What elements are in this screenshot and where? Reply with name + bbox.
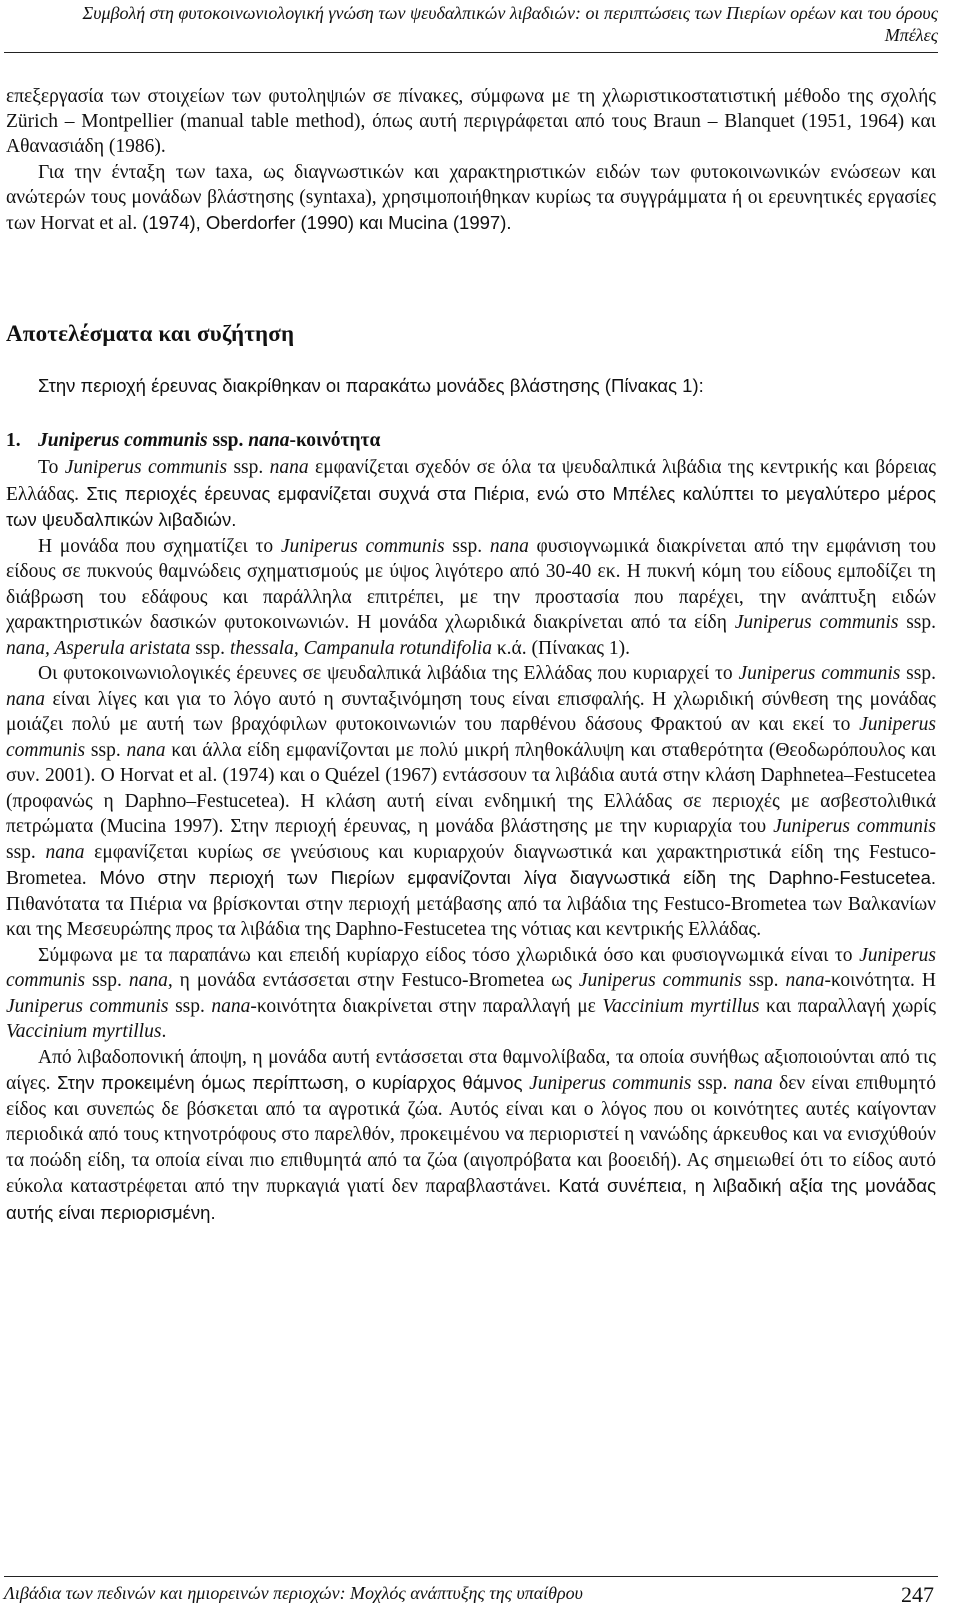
- results-paragraph-2: Η μονάδα που σχηματίζει το Juniperus communis ssp. nana φυσιογνωμικά διακρίνεται από την εμφάνιση του είδους σε πυκνούς θαμνώδεις σχηματισμούς με ύψος λιγότερο από 30-40 εκ. Η πυκνή κόμη του είδους εμποδίζει τη διάβρωση του εδάφους και παράλληλα επιτρέπει, με την προστασία που παρέχει, την ανάπτυξη ειδών χαρακτηριστικών δασικών φυτοκοινωνιών. Η μονάδα χλωριδικά διακρίνεται από τα είδη Juniperus communis ssp. nana, Asperula aristata ssp. thessala, Campanula rotundifolia κ.ά. (Πίνακας 1).: [6, 535, 936, 659]
- page-number: 247: [901, 1582, 934, 1607]
- header-divider: [4, 52, 938, 53]
- section-heading: Αποτελέσματα και συζήτηση: [6, 321, 295, 346]
- results-paragraph-5: Από λιβαδοπονική άποψη, η μονάδα αυτή εντάσσεται στα θαμνολίβαδα, τα οποία συνήθως αξιοποιούνται από τις αίγες. Στην προκειμένη όμως περίπτωση, ο κυρίαρχος θάμνος Juniperus communis ssp. nana δεν είναι επιθυμητό είδος και συνεπώς δε βόσκεται από τα αγροτικά ζώα. Αυτός είναι και ο λόγος που οι κοινότητες αυτές καίγονταν περιοδικά από τους κτηνοτρόφους στο παρελθόν, προκειμένου να περιοριστεί η νανώδης άρκευθος και να ενισχύθούν τα ποώδη είδη, τα οποία είναι πιο επιθυμητά από τα ζώα (αιγοπρόβατα και βοοειδή). Ας σημειωθεί ότι το είδος αυτό εύκολα καταστρέφεται από την πυρκαγιά γιατί δεν παραβλαστάνει. Κατά συνέπεια, η λιβαδική αξία της μονάδας αυτής είναι περιορισμένη.: [6, 1046, 937, 1223]
- results-text: [6, 455, 936, 1226]
- running-header: Συμβολή στη φυτοκοινωνιολογική γνώση των ψευδαλπικών λιβαδιών: οι περιπτώσεις των Πιερίων ορέων και του όρους Μπέλες: [82, 3, 938, 45]
- unit-1-number: 1.: [6, 430, 21, 451]
- methods-paragraph-1: επεξεργασία των στοιχείων των φυτοληψιών σε πίνακες, σύμφωνα με τη χλωριστικοστατιστική μέθοδο της σχολής Zürich – Montpellier (manual table method), όπως αυτή περιγράφεται από τους Braun – Blanquet (1951, 1964) και Αθανασιάδη (1986).: [6, 86, 936, 158]
- results-paragraph-4: Σύμφωνα με τα παραπάνω και επειδή κυρίαρχο είδος τόσο χλωριδικά όσο και φυσιογνωμικά είναι το Juniperus communis ssp. nana, η μονάδα εντάσσεται στην Festuco-Brometea ως Juniperus communis ssp. nana-κοινότητα. Η Juniperus communis ssp. nana-κοινότητα διακρίνεται στην παραλλαγή με Vaccinium myrtillus και παραλλαγή χωρίς Vaccinium myrtillus.: [6, 944, 936, 1042]
- methods-paragraph-2: Για την ένταξη των taxa, ως διαγνωστικών και χαρακτηριστικών ειδών των φυτοκοινωνικών ενώσεων και ανώτερών τους μονάδων βλάστησης (syntaxa), χρησιμοποιήθηκαν κυρίως τα συγγράμματα ή οι ερευνητικές εργασίες των Horvat et al. (1974), Oberdorfer (1990) και Mucina (1997).: [6, 161, 936, 235]
- unit-1-heading: 1. Juniperus communis ssp. nana-κοινότητα: [6, 430, 381, 451]
- methods-text: [6, 84, 936, 236]
- footer-divider: [4, 1576, 938, 1577]
- results-paragraph-1: Το Juniperus communis ssp. nana εμφανίζεται σχεδόν σε όλα τα ψευδαλπικά λιβάδια της κεντρικής και βόρειας Ελλάδας. Στις περιοχές έρευνας εμφανίζεται συχνά στα Πιέρια, ενώ στο Μπέλες καλύπτει το μεγαλύτερο μέρος των ψευδαλπικών λιβαδιών.: [6, 457, 936, 530]
- running-footer: Λιβάδια των πεδινών και ημιορεινών περιοχών: Μοχλός ανάπτυξης της υπαίθρου: [4, 1583, 583, 1603]
- results-paragraph-3: Οι φυτοκοινωνιολογικές έρευνες σε ψευδαλπικά λιβάδια της Ελλάδας που κυριαρχεί το Juniperus communis ssp. nana είναι λίγες και για το λόγο αυτό η συνταξινόμηση τους είναι επισφαλής. Η χλωριδική σύνθεση της μονάδας μοιάζει πολύ με αυτή των βραχόφιλων φυτοκοινωνιών του παρθένου δάσους Φρακτού αν και εκεί το Juniperus communis ssp. nana και άλλα είδη εμφανίζονται με πολύ μικρή πληθοκάλυψη και σταθερότητα (Θεοδωρόπουλος και συν. 2001). Ο Horvat et al. (1974) και ο Quézel (1967) εντάσσουν τα λιβάδια αυτά στην κλάση Daphnetea–Festucetea (προφανώς η Daphno–Festucetea). Η κλάση αυτή είναι ενδημική της Ελλάδας σε περιοχές με ασβεστολιθικά πετρώματα (Mucina 1997). Στην περιοχή έρευνας, η μονάδα βλάστησης με την κυριαρχία του Juniperus communis ssp. nana εμφανίζεται κυρίως σε γνεύσιους και κυριαρχούν διαγνωστικά και χαρακτηριστικά είδη της Festuco-Brometea. Μόνο στην περιοχή των Πιερίων εμφανίζονται λίγα διαγνωστικά είδη της Daphno-Festucetea. Πιθανότατα τα Πιέρια να βρίσκονται στην περιοχή μετάβασης από τα λιβάδια της Festuco-Brometea των Βαλκανίων και της Μεσευρώπης προς τα λιβάδια της Daphno-Festucetea της νότιας και κεντρικής Ελλάδας.: [6, 663, 937, 940]
- section-intro-line: Στην περιοχή έρευνας διακρίθηκαν οι παρακάτω μονάδες βλάστησης (Πίνακας 1):: [38, 375, 704, 396]
